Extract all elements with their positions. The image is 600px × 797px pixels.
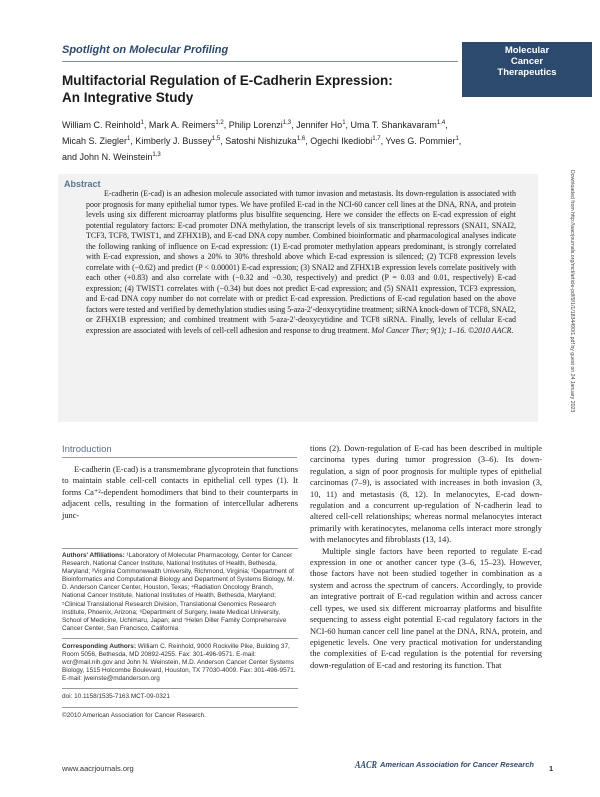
affiliations-divider <box>62 638 298 639</box>
author-name: Yves G. Pommier <box>385 136 456 146</box>
affiliations-divider <box>62 707 298 708</box>
header-rule <box>62 61 458 62</box>
corresponding-label: Corresponding Authors: <box>62 642 136 650</box>
author-affiliation-mark: 1,4 <box>436 120 446 126</box>
download-note <box>568 170 577 590</box>
author-name: Philip Lorenzi <box>228 120 283 130</box>
abstract-heading: Abstract <box>64 179 101 189</box>
affiliations-divider <box>62 688 298 689</box>
intro-paragraph: E-cadherin (E-cad) is a transmembrane glycoprotein that functions to maintain stable cell-cell contacts in epithelial cell types (1). It forms Ca⁺²-dependent homodimers that bind to their counterparts in adjacent cells, resulting in the formation of intercellular adherens junc- <box>62 465 298 520</box>
aacr-name: American Association for Cancer Research <box>380 760 534 769</box>
title-line: Multifactorial Regulation of E-Cadherin Expression: <box>62 73 393 88</box>
intro-paragraph: tions (2). Down-regulation of E-cad has been described in multiple carcinoma types during tumor progression (3–6). Its down-regulation, a sign of poor prognosis for multiple types of epithelial carcinomas (7–9), is associated with increases in both invasion (3, 10, 11) and metastasis (8, 12). In melanocytes, E-cad down-regulation and a concurrent up-regulation of N-cadherin lead to altered cell-cell relationships; whereas normal melanocytes interact primarily with keratinocytes, melanoma cells interact more strongly with melanocytes and fibroblasts (13, 14). <box>310 444 542 545</box>
intro-heading: Introduction <box>62 444 112 455</box>
author-name: Kimberly J. Bussey <box>135 136 212 146</box>
journal-tab-line: Therapeutics <box>497 67 557 78</box>
affiliations-block <box>62 552 298 720</box>
author-affiliation-mark: 1 <box>455 136 459 142</box>
abstract-text: E-cadherin (E-cad) is an adhesion molecule associated with tumor invasion and metastasis. Its down-regulation is associated with poor prognosis for many epithelial tumor types. We have profiled E-cad in the NCI-60 cancer cell lines at the DNA, RNA, and protein levels using six different microarray platforms plus bisulfite sequencing. Here we consider the effects on E-cad expression of eight potential regulatory factors: E-cad promoter DNA methylation, the transcript levels of six transcriptional repressors (SNAI1, SNAI2, TCF3, TCF8, TWIST1, and ZFHX1B), and E-cad DNA copy number. Combined bioinformatic and pharmacological analyses indicate the following ranking of influence on E-cad expression: (1) E-cad promoter methylation appears predominant, is strongly correlated with E-cad expression, and shows a 20% to 30% threshold above which E-cad expression is silenced; (2) TCF8 expression levels correlate with (−0.62) and predict (P < 0.00001) E-cad expression; (3) SNAI2 and ZFHX1B expression levels correlate positively with each other (+0.83) and also correlate with (−0.32 and −0.30, respectively) and predict (P = 0.03 and 0.01, respectively) E-cad expression; (4) TWIST1 correlates with (−0.34) but does not predict E-cad expression; and (5) SNAI1 expression, TCF3 expression, and E-cad DNA copy number do not correlate with or predict E-cad expression. Predictions of E-cad regulation based on the above factors were tested and verified by demethylation studies using 5-aza-2′-deoxycytidine treatment; siRNA knock-down of TCF8, SNAI2, or ZFHX1B expression; and combined treatment with 5-aza-2′-deoxycytidine and TCF8 siRNA. Finally, levels of cellular E-cad expression are associated with levels of cell-cell adhesion and response to drug treatment. <box>86 189 516 335</box>
author-affiliation-mark: 1,3 <box>152 152 161 158</box>
author-affiliation-mark: 1 <box>140 120 144 126</box>
affiliations-label: Authors' Affiliations: <box>62 552 125 559</box>
journal-tab-line: Molecular <box>504 45 550 56</box>
aacr-logo-text: AACR <box>354 760 378 771</box>
copyright: ©2010 American Association for Cancer Research. <box>62 711 206 719</box>
author-affiliation-mark: 1 <box>127 136 131 142</box>
author-affiliation-mark: 1 <box>342 120 346 126</box>
intro-rule <box>62 457 297 458</box>
journal-tab-line: Cancer <box>510 56 544 67</box>
corresponding-text: William C. Reinhold, 9000 Rockville Pike, Building 37, Room 5056, Bethesda, MD 20892-4255. Fax: 301-496-9571. E-mail: wcr@mail.nih.gov and John N. Weinstein, M.D. Anderson Cancer Center Systems Biology, 1515 Holcombe Boulevard, Houston, TX 77030-4009. Fax: 301-496-9571. E-mail: jweinste@mdanderson.org <box>62 642 296 683</box>
author-name: Uma T. Shankavaram <box>350 120 437 130</box>
affiliations-rule <box>62 548 298 549</box>
author-name: Mark A. Reimers <box>148 120 216 130</box>
author-list: William C. Reinhold$^1$, Mark A. Reimers$^{1,2}$, Philip Lorenzi$^{1,3}$, Jennifer Ho$^1$, Uma T. Shankavaram$^{1,4}$, Micah S. Ziegler$^1$, Kimberly J. Bussey$^{1,5}$, Satoshi Nishizuka$^{1,6}$, Ogechi Ikediobi$^{1,7}$, Yves G. Pommier$^1$, and John N. Weinstein$^{1,3}$ <box>62 120 462 162</box>
author-affiliation-mark: 1,7 <box>372 136 381 142</box>
doi: doi: 10.1158/1535-7163.MCT-09-0321 <box>62 693 170 701</box>
article-title <box>62 72 462 106</box>
download-note-text: Downloaded from http://aacrjournals.org/mct/article-pdf/9/1/1/1834490/1.pdf by guest on 24 January 2023 <box>569 170 575 413</box>
author-affiliation-mark: 1,5 <box>211 136 221 142</box>
journal-url[interactable]: www.aacrjournals.org <box>62 764 134 773</box>
intro-right-column <box>310 443 542 671</box>
section-label: Spotlight on Molecular Profiling <box>62 44 229 56</box>
author-name: Jennifer Ho <box>296 120 343 130</box>
abstract-citation: Mol Cancer Ther; 9(1); 1–16. ©2010 AACR. <box>371 325 514 335</box>
title-line: An Integrative Study <box>62 90 194 105</box>
author-conjunction: and <box>62 152 78 162</box>
author-affiliation-mark: 1,6 <box>296 136 306 142</box>
author-name: Ogechi Ikediobi <box>310 136 373 146</box>
affiliations-text: ¹Laboratory of Molecular Pharmacology, Center for Cancer Research, National Cancer Institute, National Institutes of Health, Bethesda, Maryland; ²Virginia Commonwealth University, Richmond, Virginia; ³Department of Bioinformatics and Computational Biology and Department of Systems Biology, M. D. Anderson Cancer Center, Houston, Texas; ⁴Radiation Oncology Branch, National Cancer Institute, National Institutes of Health, Bethesda, Maryland; ⁵Clinical Translational Research Division, Translational Genomics Research Institute, Phoenix, Arizona; ⁶Department of Surgery, Iwate Medical University, School of Medicine, Uchimaru, Japan; and ⁷Helen Diller Family Comprehensive Cancer Center, San Francisco, California <box>62 552 295 632</box>
author-affiliation-mark: 1,3 <box>282 120 292 126</box>
author-name: John N. Weinstein <box>79 152 153 162</box>
intro-left-column <box>62 464 298 521</box>
abstract-body <box>86 189 516 336</box>
author-name: Micah S. Ziegler <box>62 136 128 146</box>
intro-paragraph: Multiple single factors have been reported to regulate E-cad expression in one or another cancer type (3–6, 15–23). However, those factors have not been studied together in combination as a system and across the spectrum of cancers. Accordingly, to provide an integrative portrait of E-cad regulation within and across cancer cell types, we used six different microarray platforms and bisulfite sequencing to assess eight potential E-cad regulatory factors in the NCI-60 human cancer cell line panel at the DNA, RNA, protein, and epigenetic levels. One very practical motivation for understanding the complexities of E-cad regulation is the potential for reversing down-regulation of E-cad and restoring its function. That <box>310 546 542 670</box>
aacr-logo-icon <box>355 757 377 770</box>
author-name: Satoshi Nishizuka <box>225 136 297 146</box>
author-name: William C. Reinhold <box>62 120 141 130</box>
author-affiliation-mark: 1,2 <box>215 120 224 126</box>
page-number: 1 <box>549 764 554 773</box>
journal-tab <box>462 42 592 97</box>
